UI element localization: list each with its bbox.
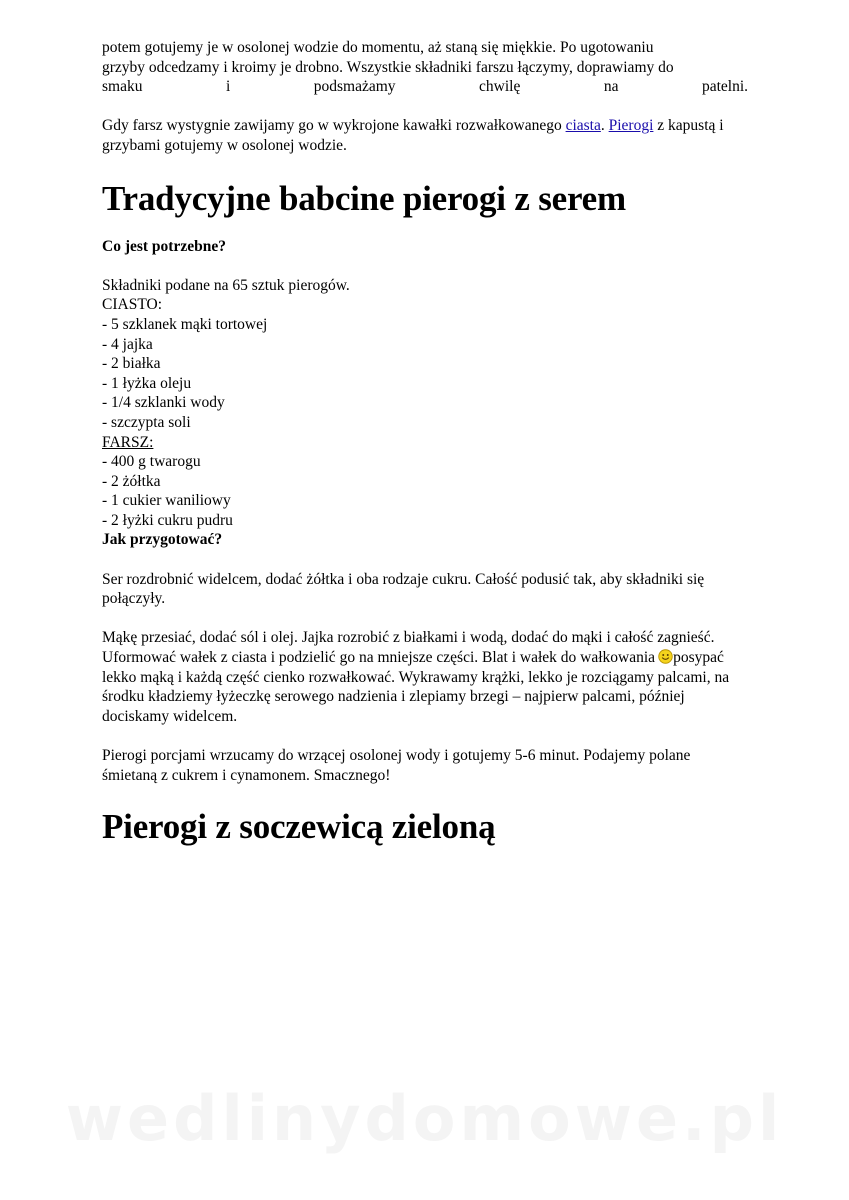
ciasta-link[interactable]: ciasta bbox=[565, 117, 601, 135]
section-title-ser: Tradycyjne babcine pierogi z serem bbox=[102, 178, 626, 218]
document-page bbox=[102, 38, 748, 847]
ingredient-item: - 1/4 szklanki wody bbox=[102, 394, 225, 412]
ingredient-item: - 4 jajka bbox=[102, 335, 153, 353]
ingredient-item: - 1 cukier waniliowy bbox=[102, 492, 231, 510]
pierogi-link[interactable]: Pierogi bbox=[608, 117, 654, 135]
intro-line: smaku i podsmażamy chwilę na patelni. bbox=[102, 78, 748, 96]
intro-paragraph-2 bbox=[102, 116, 748, 155]
servings-note: Składniki podane na 65 sztuk pierogów. bbox=[102, 276, 350, 294]
intro-line: potem gotujemy je w osolonej wodzie do momentu, aż staną się miękkie. Po ugotowaniu bbox=[102, 39, 654, 56]
section-title-soczewica: Pierogi z soczewicą zieloną bbox=[102, 807, 496, 847]
filling-label: FARSZ: bbox=[102, 433, 154, 451]
ingredient-item: - 2 żółtka bbox=[102, 472, 161, 490]
step-text: Mąkę przesiać, dodać sól i olej. Jajka rozrobić z białkami i wodą, dodać do mąki i całość zagnieść. Uformować wałek z ciasta i podzielić go na mniejsze części. Blat i wałek do wałkowania bbox=[102, 629, 715, 667]
intro-text: z kapustą i grzybami gotujemy w osolonej wodzie. bbox=[102, 117, 724, 154]
intro-text: . bbox=[600, 117, 609, 135]
step-paragraph: Pierogi porcjami wrzucamy do wrzącej osolonej wody i gotujemy 5-6 minut. Podajemy polane śmietaną z cukrem i cynamonem. Smacznego! bbox=[102, 747, 691, 784]
preparation-heading: Jak przygotować? bbox=[102, 531, 223, 549]
ingredient-item: - 400 g twarogu bbox=[102, 453, 201, 471]
ingredient-item: - 5 szklanek mąki tortowej bbox=[102, 315, 268, 333]
intro-line: grzyby odcedzamy i kroimy je drobno. Wszystkie składniki farszu łączymy, doprawiamy do bbox=[102, 58, 674, 76]
intro-text: Gdy farsz wystygnie zawijamy go w wykrojone kawałki rozwałkowanego bbox=[102, 117, 566, 135]
intro-paragraph-1 bbox=[102, 38, 748, 77]
ingredient-item: - szczypta soli bbox=[102, 413, 191, 431]
intro-paragraph-1-last-line bbox=[102, 77, 748, 97]
watermark: wedlinydomowe.pl bbox=[65, 1082, 784, 1155]
ingredient-item: - 2 łyżki cukru pudru bbox=[102, 511, 233, 529]
ingredients-heading: Co jest potrzebne? bbox=[102, 237, 226, 255]
step-paragraph: Ser rozdrobnić widelcem, dodać żółtka i oba rodzaje cukru. Całość podusić tak, aby składniki się połączyły. bbox=[102, 570, 705, 608]
dough-label: CIASTO: bbox=[102, 296, 163, 314]
ingredient-item: - 2 białka bbox=[102, 355, 161, 373]
smiley-icon bbox=[658, 649, 673, 664]
step-text: posypać lekko mąką i każdą część cienko rozwałkować. Wykrawamy krążki, lekko je rozciągamy palcami, na środku kładziemy łyżeczkę serowego nadzienia i zlepiamy brzegi – najpierw palcami, później dociskamy widelcem. bbox=[102, 649, 730, 725]
ingredient-item: - 1 łyżka oleju bbox=[102, 374, 192, 392]
step-paragraph bbox=[102, 628, 748, 726]
